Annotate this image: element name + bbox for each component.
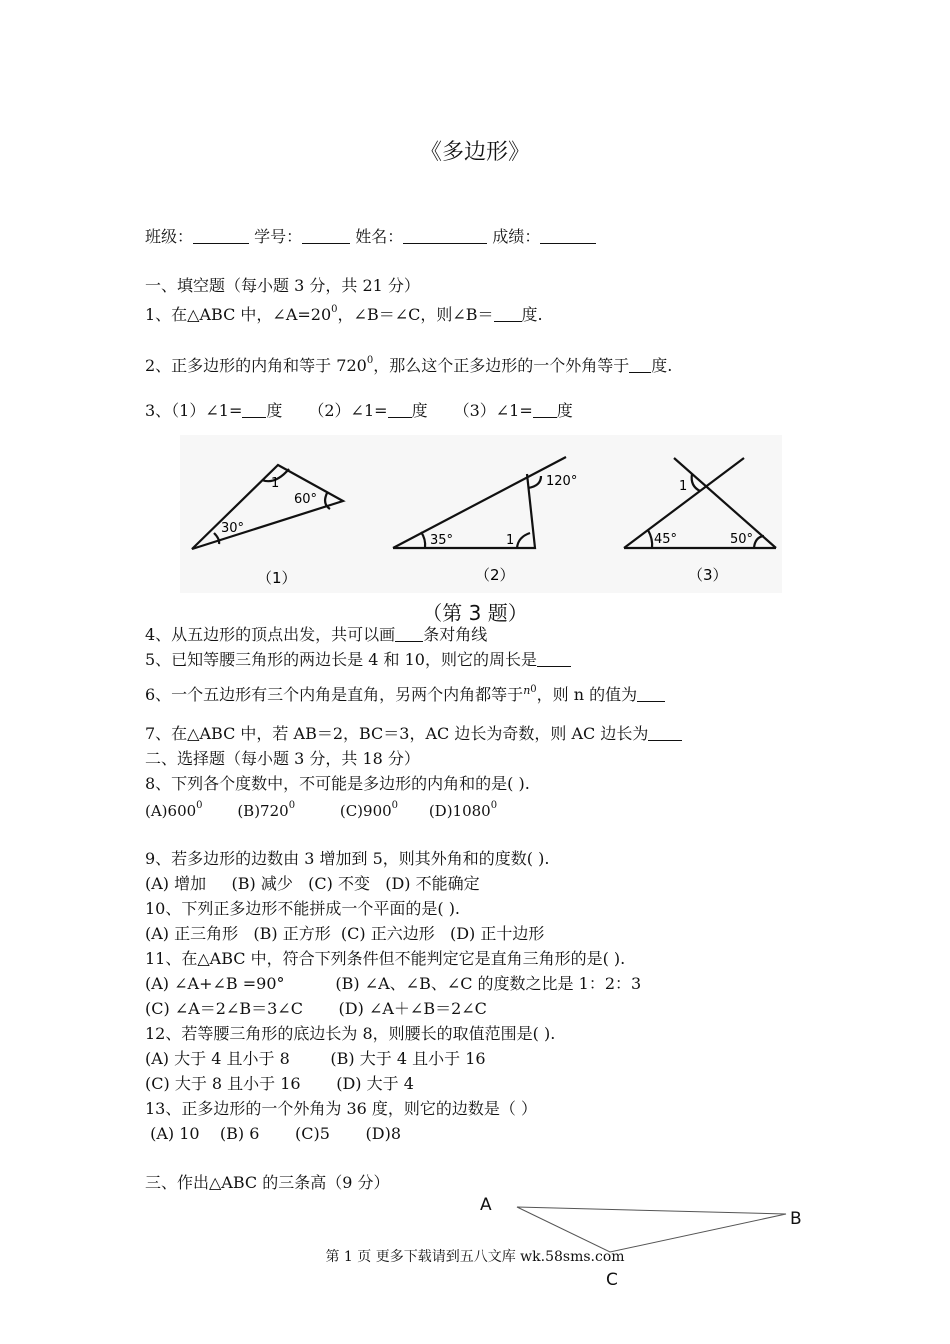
fig3-caption: （3） [688,566,728,584]
q2-degree: 0 [366,355,374,366]
class-label: 班级： [145,227,194,246]
q6-text-b: ，则 n 的值为 [536,685,638,704]
fig2-angle-1-label: 1 [506,533,515,548]
question-10-stem: 10、下列正多边形不能拼成一个平面的是( ). [145,899,461,918]
q3-text-f: 度 [556,401,573,420]
q8-option-b[interactable]: $(B)720^0$ [237,800,296,820]
q8-option-c[interactable]: $(C)900^0$ [339,800,399,820]
page-footer: 第 1 页 更多下载请到五八文库 wk.58sms.com [325,1249,625,1265]
q3-text-e: （3）∠1= [453,401,533,420]
q1-text-b: ，∠B＝∠C，则∠B＝ [337,305,494,324]
fig1-angle-60-label: 60° [294,492,318,507]
student-no-label: 学号： [254,227,303,246]
q7-blank[interactable] [648,724,682,741]
q2-text-a: 2、正多边形的内角和等于 720 [145,356,367,375]
fig2-caption: （2） [475,566,515,584]
question-10-options[interactable]: (A) 正三角形 (B) 正方形 (C) 正六边形 (D) 正十边形 [145,924,545,943]
q7-text-a: 7、在△ABC 中，若 AB＝2，BC＝3，AC 边长为奇数，则 AC 边长为 [145,724,649,743]
name-label: 姓名： [355,227,404,246]
q5-text-a: 5、已知等腰三角形的两边长是 4 和 10，则它的周长是 [145,650,537,669]
fig1-angle-30-label: 30° [221,521,245,536]
fig2-angle-120-label: 120° [546,474,578,489]
q6-blank[interactable] [637,685,665,702]
question-8-options [145,801,497,821]
question-13-stem: 13、正多边形的一个外角为 36 度，则它的边数是（ ） [145,1099,537,1118]
question-11-stem: 11、在△ABC 中，符合下列条件但不能判定它是直角三角形的是( ). [145,949,626,968]
fig3-angle-45-label: 45° [654,532,678,547]
q6-n: n [523,684,531,697]
question-4 [145,625,487,645]
question-12-options-2[interactable]: (C) 大于 8 且小于 16 (D) 大于 4 [145,1074,414,1093]
section-1-heading: 一、填空题（每小题 3 分，共 21 分） [145,276,420,295]
q3-text-d: 度 [411,401,428,420]
section-2-heading: 二、选择题（每小题 3 分，共 18 分） [145,749,420,768]
vertex-a-label: A [480,1195,492,1215]
q4-text-a: 4、从五边形的顶点出发，共可以画 [145,625,396,644]
q2-text-b: ，那么这个正多边形的一个外角等于 [373,356,630,375]
vertex-c-label: C [606,1270,618,1290]
q1-text-a: 1、在△ABC 中，∠A=20 [145,305,332,324]
question-8-stem: 8、下列各个度数中，不可能是多边形的内角和的是( ). [145,774,530,793]
section-3-heading: 三、作出△ABC 的三条高（9 分） [145,1173,390,1192]
q6-text-a: 6、一个五边形有三个内角是直角，另两个内角都等于 [145,685,524,704]
q6-degree: 0 [530,684,537,695]
fig3-angle-1-label: 1 [679,479,688,494]
question-6 [145,681,665,705]
page-title: 《多边形》 [419,140,530,165]
fig1-angle-1-label: 1 [271,476,280,491]
q5-blank[interactable] [537,650,571,667]
q4-text-b: 条对角线 [423,625,488,644]
score-label: 成绩： [492,227,541,246]
q3-text-a: 3、（1）∠1= [145,401,243,420]
q3-text-c: （2）∠1= [308,401,388,420]
question-11-options-1[interactable]: (A) ∠A+∠B =90° (B) ∠A、∠B、∠C 的度数之比是 1：2：3 [145,974,642,993]
question-12-options-1[interactable]: (A) 大于 4 且小于 8 (B) 大于 4 且小于 16 [145,1049,486,1068]
fig1-caption: （1） [257,569,297,587]
fig2-angle-35-label: 35° [430,533,454,548]
q8-option-d[interactable]: (D)1080$^0$ [428,800,498,820]
q4-blank[interactable] [395,625,423,642]
question-5 [145,650,571,670]
question-11-options-2[interactable]: (C) ∠A＝2∠B＝3∠C (D) ∠A＋∠B＝2∠C [145,999,487,1018]
question-9-stem: 9、若多边形的边数由 3 增加到 5，则其外角和的度数( ). [145,849,550,868]
question-12-stem: 12、若等腰三角形的底边长为 8，则腰长的取值范围是( ). [145,1024,556,1043]
q2-text-c: 度. [651,356,673,375]
vertex-b-label: B [790,1209,802,1229]
q1-degree: 0 [331,304,338,315]
q8-option-a[interactable]: $(A)600^0$ [145,800,203,820]
question-7 [145,724,682,744]
q3-text-b: 度 [266,401,283,420]
fig3-angle-50-label: 50° [730,532,754,547]
figure-caption: （第 3 题） [422,601,528,625]
q1-text-c: 度. [521,305,543,324]
question-9-options[interactable]: (A) 增加 (B) 减少 (C) 不变 (D) 不能确定 [145,874,480,893]
question-13-options[interactable]: (A) 10 (B) 6 (C)5 (D)8 [145,1124,402,1143]
